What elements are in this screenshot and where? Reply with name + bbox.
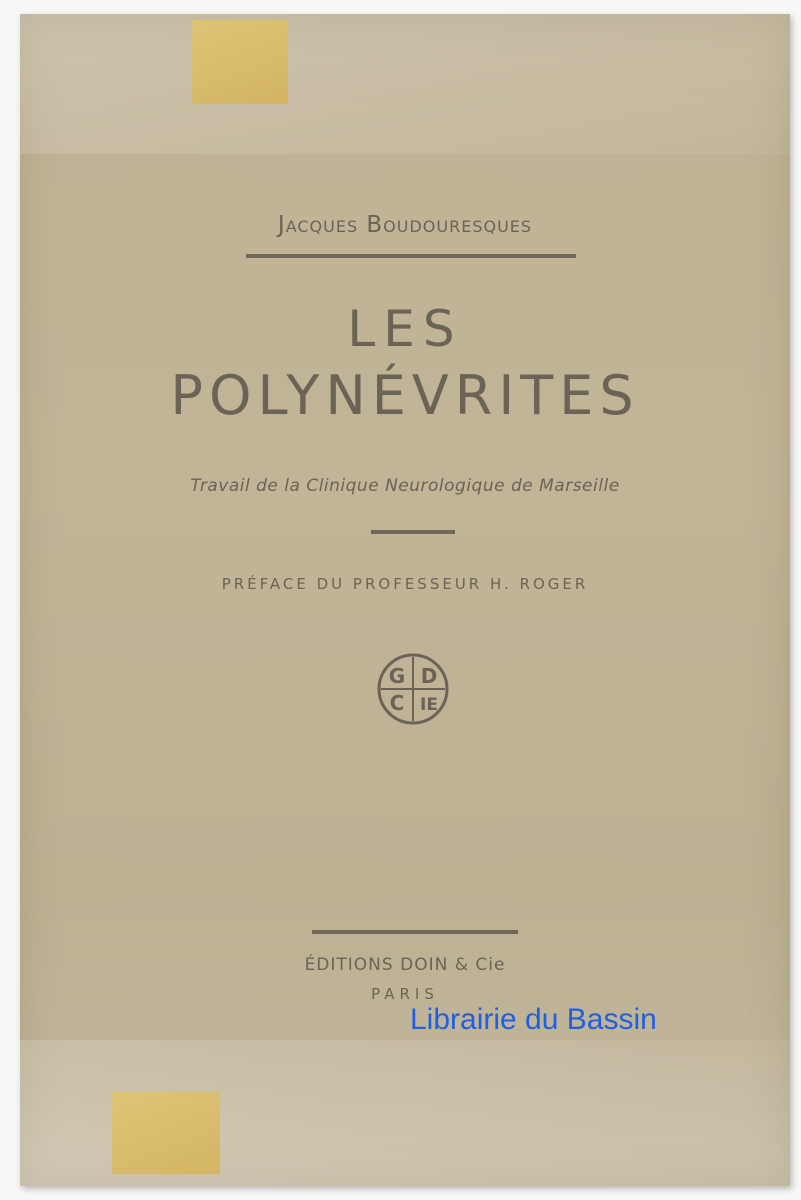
publisher-rule bbox=[312, 930, 518, 934]
adhesive-tape-top bbox=[192, 20, 288, 104]
publisher-logo bbox=[376, 652, 450, 726]
logo-letter-c: C bbox=[389, 691, 405, 715]
title-line-1: LES bbox=[347, 300, 463, 358]
publisher-name: ÉDITIONS DOIN & Cie bbox=[304, 955, 506, 975]
author-rule bbox=[246, 254, 576, 258]
subtitle: Travail de la Clinique Neurologique de Marseille bbox=[190, 476, 620, 496]
publisher-city: PARIS bbox=[371, 985, 439, 1003]
bookshop-watermark: Librairie du Bassin bbox=[410, 1003, 657, 1036]
separator-rule bbox=[371, 530, 455, 534]
logo-letter-d: D bbox=[420, 664, 438, 688]
preface-line: PRÉFACE DU PROFESSEUR H. ROGER bbox=[221, 575, 589, 593]
author-name: Jacques Boudouresques bbox=[277, 212, 533, 238]
adhesive-tape-bottom bbox=[112, 1092, 220, 1174]
title-line-2: POLYNÉVRITES bbox=[170, 364, 640, 427]
logo-letter-g: G bbox=[388, 664, 406, 688]
logo-letters-ie: IE bbox=[420, 695, 438, 715]
book-cover bbox=[20, 14, 790, 1186]
glassine-wrapper-top bbox=[20, 14, 790, 154]
